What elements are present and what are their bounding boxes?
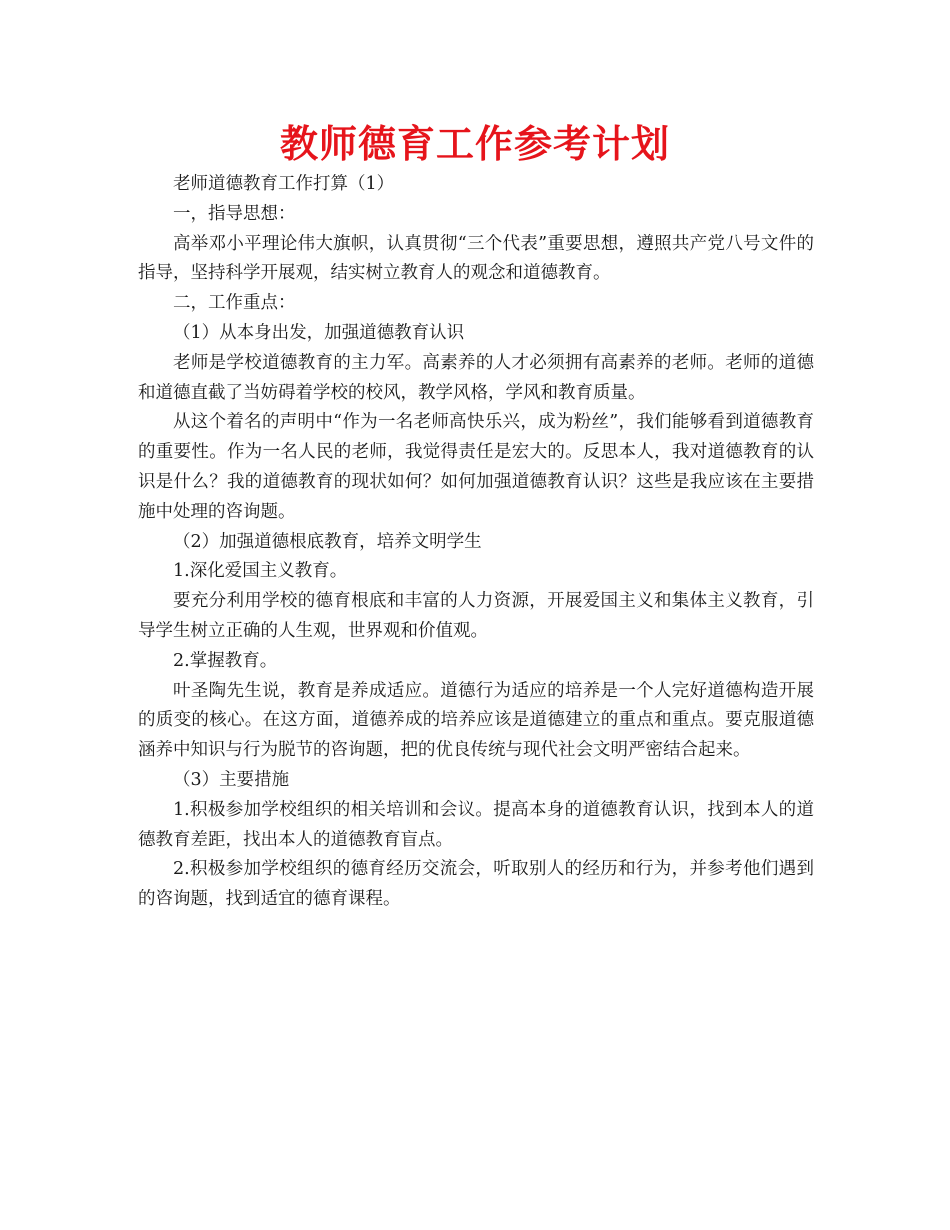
paragraph-section-2-heading: 二，工作重点： [173, 293, 296, 314]
paragraph-habits: 叶圣陶先生说，教育是养成适应。道德行为适应的培养是一个人完好道德构造开展的质变的核心。在这方面，道德养成的培养应该是道德建立的重点和重点。要克服道德涵养中知识与行为脱节的咨询题，把的优良传统与现代社会文明严密结合起来。 [138, 680, 814, 761]
document-body [138, 170, 814, 915]
paragraph-patriotism: 要充分利用学校的德育根底和丰富的人力资源，开展爱国主义和集体主义教育，引导学生树立正确的人生观，世界观和价值观。 [138, 591, 814, 641]
document-title: 教师德育工作参考计划 [279, 122, 670, 166]
paragraph-guiding-thought: 高举邓小平理论伟大旗帜，认真贯彻“三个代表”重要思想，遵照共产党八号文件的指导，坚持科学开展观，结实树立教育人的观念和道德教育。 [138, 233, 814, 284]
paragraph-plan-heading: 老师道德教育工作打算（1） [173, 174, 395, 194]
paragraph-measure-2: 2.积极参加学校组织的德育经历交流会，听取别人的经历和行为，并参考他们遇到的咨询题，找到适宜的德育课程。 [138, 859, 814, 910]
paragraph-section-1-heading: 一，指导思想： [173, 203, 296, 224]
paragraph-subheading-2: （2）加强道德根底教育，培养文明学生 [173, 531, 482, 552]
paragraph-item-1-heading: 1.深化爱国主义教育。 [173, 561, 348, 582]
paragraph-teacher-role: 老师是学校道德教育的主力军。高素养的人才必须拥有高素养的老师。老师的道德和道德直截了当妨碍着学校的校风，教学风格，学风和教育质量。 [138, 352, 814, 403]
paragraph-importance: 从这个着名的声明中“作为一名老师高快乐兴，成为粉丝”，我们能够看到道德教育的重要性。作为一名人民的老师，我觉得责任是宏大的。反思本人，我对道德教育的认识是什么？我的道德教育的现状如何？如何加强道德教育认识？这些是我应该在主要措施中处理的咨询题。 [138, 412, 814, 522]
paragraph-subheading-1: （1）从本身出发，加强道德教育认识 [173, 322, 465, 343]
paragraph-measure-1: 1.积极参加学校组织的相关培训和会议。提高本身的道德教育认识，找到本人的道德教育差距，找出本人的道德教育盲点。 [138, 799, 814, 850]
paragraph-item-2-heading: 2.掌握教育。 [173, 650, 278, 671]
paragraph-subheading-3: （3）主要措施 [173, 769, 290, 790]
